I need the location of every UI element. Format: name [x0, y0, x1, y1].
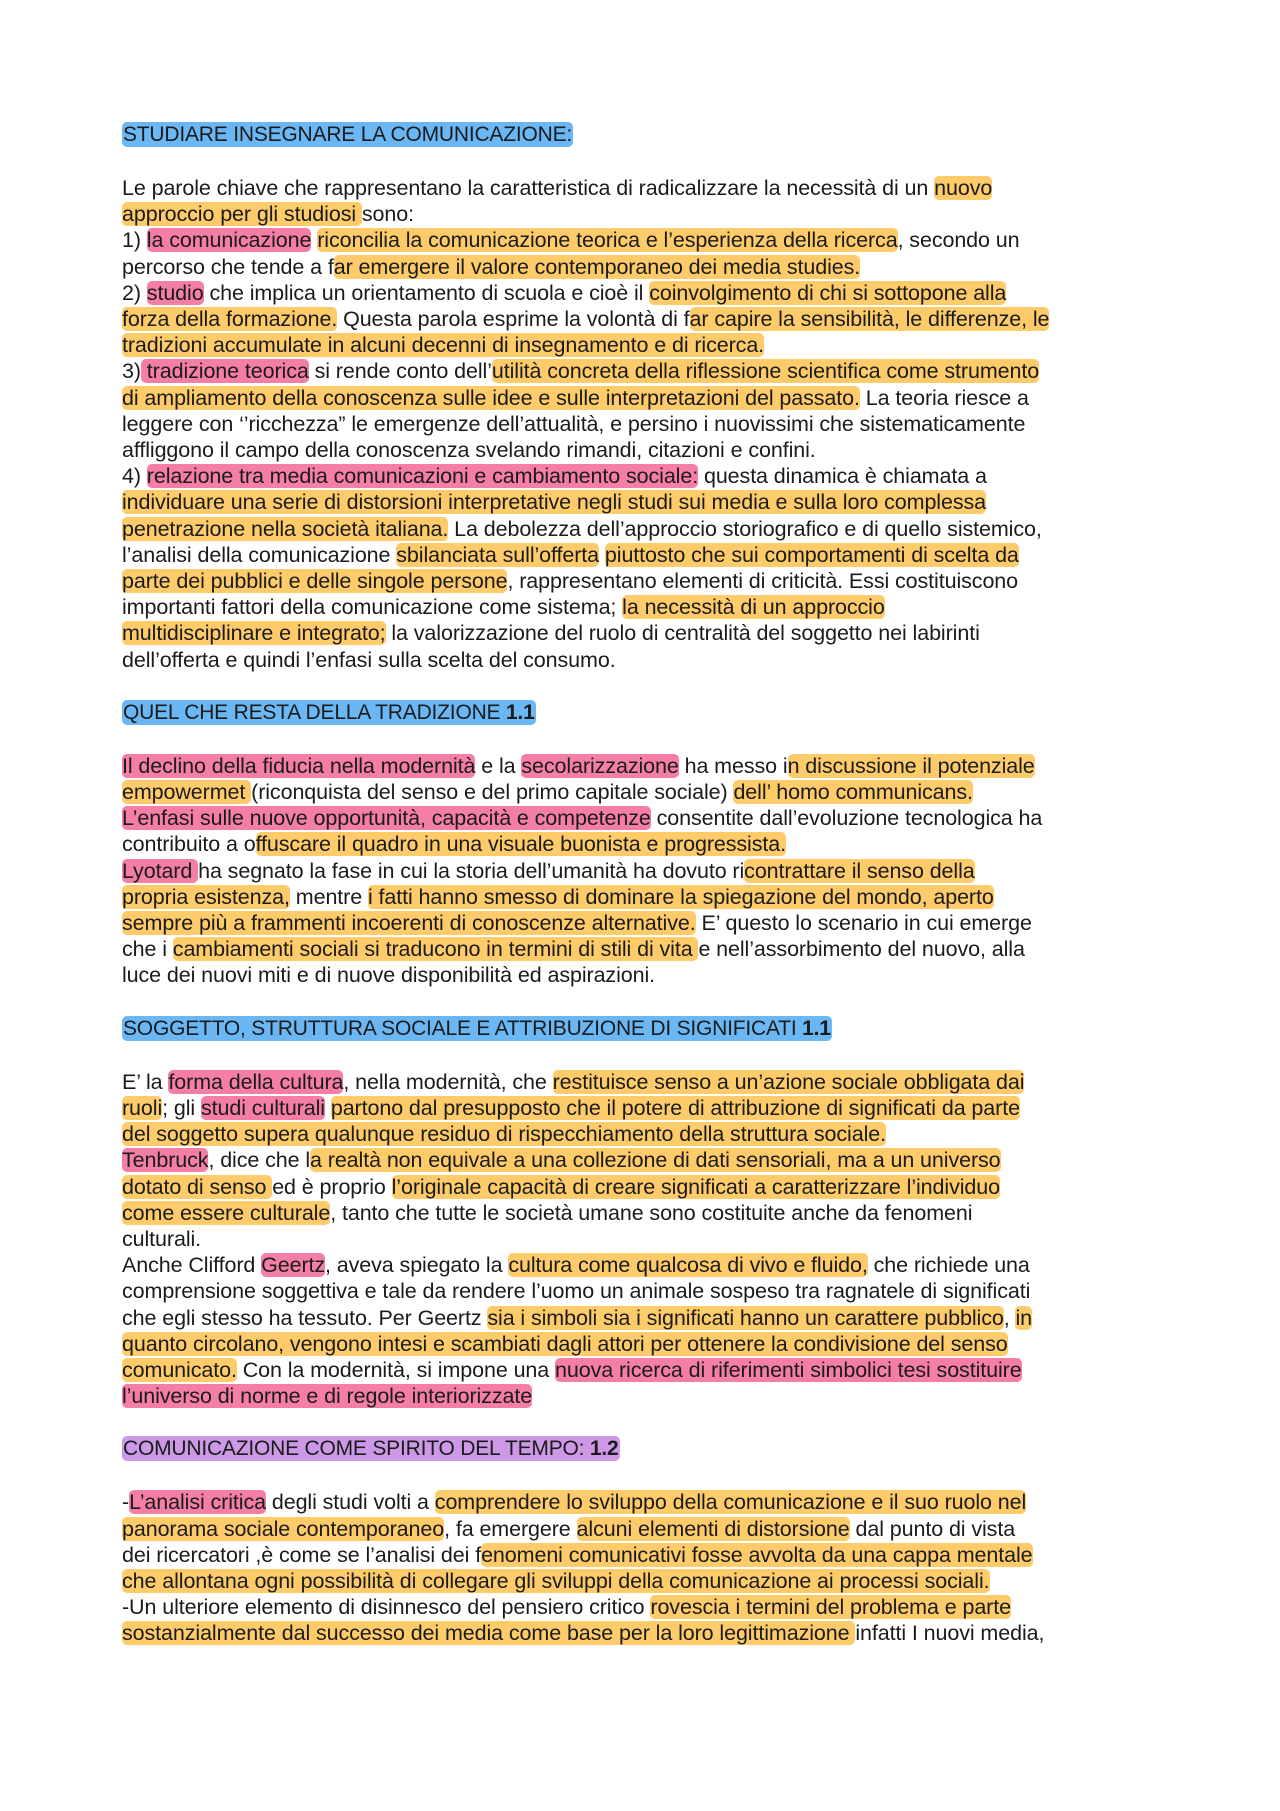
text-line: [122, 1278, 1180, 1304]
text-line: [122, 1620, 1180, 1646]
highlight-yellow: in: [1015, 1305, 1033, 1330]
highlight-pink: l’universo di norme e di regole interiorizzate: [122, 1384, 533, 1409]
text-line: [122, 1200, 1180, 1226]
text-line: [122, 1568, 1180, 1594]
highlight-yellow: l’originale capacità di creare significati a caratterizzare l’individuo: [391, 1174, 1000, 1199]
text-line: [122, 805, 1180, 831]
highlight-pink: nuova ricerca di riferimenti simbolici tesi sostituire: [555, 1357, 1022, 1382]
highlight-pink: L’enfasi sulle nuove opportunità, capacità e competenze: [122, 806, 651, 831]
document-section: [122, 700, 1180, 989]
highlight-yellow: restituisce senso a un’azione sociale obbligata dai: [552, 1069, 1025, 1094]
text-line: [122, 831, 1180, 857]
highlight-yellow: propria esistenza,: [122, 884, 290, 909]
section-heading: [122, 700, 1180, 726]
highlight-yellow: panorama sociale contemporaneo: [122, 1516, 445, 1541]
highlight-yellow: sostanzialmente dal successo dei media come base per la loro legittimazione: [122, 1621, 856, 1646]
document-section: [122, 122, 1180, 673]
highlight-yellow: dotato di senso: [122, 1174, 273, 1199]
highlight-yellow: piuttosto che sui comportamenti di scelta da: [604, 542, 1019, 567]
text-segment: La teoria riesce a: [859, 385, 1029, 410]
text-segment: , fa emergere: [444, 1516, 577, 1541]
text-segment: 1): [122, 228, 147, 253]
highlight-yellow: parte dei pubblici e delle singole persone: [122, 569, 508, 594]
text-segment: , rappresentano elementi di criticità. Essi costituiscono: [507, 569, 1019, 594]
text-segment: luce dei nuovi miti e di nuove disponibilità ed aspirazioni.: [122, 963, 656, 988]
highlight-yellow: comprendere lo sviluppo della comunicazione e il suo ruolo nel: [434, 1490, 1027, 1515]
highlight-yellow: sempre più a frammenti incoerenti di conoscenze alternative.: [122, 911, 696, 936]
text-segment: infatti I nuovi media,: [855, 1621, 1045, 1646]
section-heading-highlight: [122, 700, 536, 725]
text-segment: , dice che l: [208, 1148, 311, 1173]
highlight-yellow: contrattare il senso della: [744, 858, 975, 883]
text-line: [122, 884, 1180, 910]
text-segment: -Un ulteriore elemento di disinnesco del pensiero critico: [122, 1595, 651, 1620]
highlight-pink: la comunicazione: [146, 228, 312, 253]
text-segment: consentite dall’evoluzione tecnologica ha: [650, 806, 1043, 831]
text-segment: la valorizzazione del ruolo di centralità del soggetto nei labirinti: [385, 621, 980, 646]
text-segment: [325, 1096, 331, 1120]
text-line: [122, 1226, 1180, 1252]
highlight-yellow: forza della formazione.: [122, 307, 338, 332]
text-line: [122, 201, 1180, 227]
section-heading: [122, 122, 1180, 148]
text-segment: 4): [122, 464, 147, 489]
highlight-yellow: ar emergere il valore contemporaneo dei media studies.: [333, 254, 861, 279]
highlight-yellow: sbilanciata sull’offerta: [396, 542, 600, 567]
text-line: [122, 1594, 1180, 1620]
highlight-pink: tradizione teorica: [140, 359, 309, 384]
highlight-yellow: cultura come qualcosa di vivo e fluido,: [508, 1253, 868, 1278]
highlight-yellow: individuare una serie di distorsioni interpretative negli studi sui media e sulla loro complessa: [122, 490, 986, 515]
text-segment: , aveva spiegato la: [325, 1253, 509, 1278]
text-segment: Le parole chiave che rappresentano la caratteristica di radicalizzare la necessità di un: [122, 176, 935, 200]
text-segment: dal punto di vista: [849, 1516, 1016, 1541]
text-segment: dell’offerta e quindi l’enfasi sulla scelta del consumo.: [122, 647, 616, 672]
text-line: [122, 647, 1180, 673]
section-number: 1.2: [589, 1437, 619, 1461]
text-line: [122, 437, 1180, 463]
highlight-yellow: penetrazione nella società italiana.: [122, 516, 449, 541]
text-segment: Questa parola esprime la volontà di f: [337, 307, 690, 332]
text-segment: percorso che tende a f: [122, 254, 334, 279]
section-heading-highlight: [122, 122, 573, 147]
section-heading-text: QUEL CHE RESTA DELLA TRADIZIONE: [123, 700, 506, 724]
text-line: [122, 1095, 1180, 1121]
text-line: [122, 1489, 1180, 1515]
text-line: [122, 463, 1180, 489]
text-line: [122, 306, 1180, 332]
text-line: [122, 620, 1180, 646]
text-segment: che egli stesso ha tessuto. Per Geertz: [122, 1305, 488, 1330]
text-segment: ; gli: [162, 1095, 201, 1120]
highlight-yellow: come essere culturale: [122, 1200, 331, 1225]
highlight-yellow: a realtà non equivale a una collezione di dati sensoriali, ma a un universo: [310, 1148, 1001, 1173]
text-line: [122, 910, 1180, 936]
section-heading-text: COMUNICAZIONE COME SPIRITO DEL TEMPO:: [123, 1437, 590, 1461]
text-line: [122, 227, 1180, 253]
highlight-yellow: ar capire la sensibilità, le differenze, le: [689, 307, 1050, 332]
text-segment: che richiede una: [867, 1253, 1030, 1278]
text-line: [122, 1252, 1180, 1278]
text-line: [122, 594, 1180, 620]
highlight-yellow: rovescia i termini del problema e parte: [650, 1595, 1011, 1620]
document-section: [122, 1436, 1180, 1646]
highlight-pink: Tenbruck: [122, 1148, 209, 1173]
text-line: [122, 753, 1180, 779]
text-segment: ha segnato la fase in cui la storia dell’umanità ha dovuto ri: [198, 858, 745, 883]
text-segment: -: [122, 1490, 130, 1515]
text-line: [122, 254, 1180, 280]
text-segment: ,: [1003, 1305, 1016, 1330]
highlight-pink: Lyotard: [122, 858, 199, 883]
highlight-yellow: cambiamenti sociali si traducono in termini di stili di vita: [172, 937, 699, 962]
section-heading-text: SOGGETTO, STRUTTURA SOCIALE E ATTRIBUZIONE DI SIGNIFICATI: [123, 1016, 803, 1040]
highlight-yellow: del soggetto supera qualunque residuo di rispecchiamento della struttura sociale.: [122, 1122, 886, 1147]
text-segment: ed è proprio: [272, 1174, 392, 1199]
highlight-yellow: la necessità di un approccio: [622, 595, 885, 620]
text-line: [122, 1383, 1180, 1409]
text-segment: , tanto che tutte le società umane sono costituite anche da fenomeni: [330, 1200, 973, 1225]
highlight-yellow: enomeni comunicativi fosse avvolta da una cappa mentale: [481, 1542, 1033, 1567]
highlight-yellow: riconcilia la comunicazione teorica e l’esperienza della ricerca: [317, 228, 898, 253]
text-line: [122, 411, 1180, 437]
text-segment: sono:: [361, 202, 415, 227]
section-paragraph: [122, 175, 1180, 673]
document-body: [122, 122, 1180, 1647]
text-segment: 3): [122, 359, 141, 384]
text-segment: e nell’assorbimento del nuovo, alla: [698, 937, 1025, 962]
highlight-yellow: multidisciplinare e integrato;: [122, 621, 386, 646]
text-segment: l’analisi della comunicazione: [122, 542, 397, 567]
text-line: [122, 1147, 1180, 1173]
highlight-yellow: nuovo: [934, 176, 993, 200]
highlight-yellow: alcuni elementi di distorsione: [576, 1516, 850, 1541]
text-line: [122, 962, 1180, 988]
section-number: 1.1: [802, 1016, 831, 1040]
text-segment: La debolezza dell’approccio storiografico e di quello sistemico,: [448, 516, 1042, 541]
text-segment: che i: [122, 937, 173, 962]
text-line: [122, 385, 1180, 411]
text-segment: Anche Clifford: [122, 1253, 262, 1278]
text-line: [122, 175, 1180, 201]
text-segment: degli studi volti a: [265, 1490, 435, 1515]
text-line: [122, 936, 1180, 962]
highlight-yellow: partono dal presupposto che il potere di attribuzione di significati da parte: [330, 1095, 1020, 1120]
text-segment: mentre: [289, 884, 368, 909]
text-line: [122, 1121, 1180, 1147]
text-segment: affliggono il campo della conoscenza svelando rimandi, citazioni e confini.: [122, 438, 816, 463]
highlight-yellow: i fatti hanno smesso di dominare la spiegazione del mondo, aperto: [367, 884, 994, 909]
text-segment: , secondo un: [897, 228, 1020, 253]
text-line: [122, 1357, 1180, 1383]
text-line: [122, 1069, 1180, 1095]
text-segment: ha messo i: [678, 753, 788, 778]
section-paragraph: [122, 1489, 1180, 1646]
text-segment: e la: [475, 753, 522, 778]
highlight-yellow: n discussione il potenziale: [787, 753, 1035, 778]
text-segment: si rende conto dell’: [308, 359, 492, 384]
highlight-yellow: quanto circolano, vengono intesi e scambiati dagli attori per ottenere la condivisione del senso: [122, 1331, 1008, 1356]
text-line: [122, 332, 1180, 358]
highlight-yellow: comunicato.: [122, 1357, 237, 1382]
section-paragraph: [122, 1069, 1180, 1410]
text-line: [122, 489, 1180, 515]
highlight-yellow: dell’ homo communicans.: [733, 780, 973, 805]
highlight-yellow: coinvolgimento di chi si sottopone alla: [649, 280, 1007, 305]
highlight-yellow: ffuscare il quadro in una visuale buonista e progressista.: [255, 832, 786, 857]
highlight-yellow: empowermet: [122, 780, 252, 805]
text-segment: che implica un orientamento di scuola e cioè il: [203, 280, 650, 305]
text-line: [122, 1331, 1180, 1357]
highlight-pink: secolarizzazione: [521, 753, 679, 778]
section-heading-highlight: [122, 1436, 620, 1461]
text-segment: Con la modernità, si impone una: [236, 1357, 556, 1382]
text-line: [122, 516, 1180, 542]
text-line: [122, 1174, 1180, 1200]
text-line: [122, 280, 1180, 306]
highlight-yellow: sia i simboli sia i significati hanno un carattere pubblico: [487, 1305, 1004, 1330]
section-number: 1.1: [505, 700, 535, 724]
section-paragraph: [122, 753, 1180, 989]
highlight-yellow: che allontana ogni possibilità di collegare gli sviluppi della comunicazione ai processi sociali.: [122, 1568, 990, 1593]
section-heading: [122, 1436, 1180, 1462]
text-segment: E’ questo lo scenario in cui emerge: [695, 911, 1032, 936]
text-segment: comprensione soggettiva e tale da rendere l’uomo un animale sospeso tra ragnatele di significati: [122, 1279, 1031, 1304]
text-line: [122, 568, 1180, 594]
highlight-yellow: approccio per gli studiosi: [122, 202, 362, 227]
text-segment: , nella modernità, che: [343, 1069, 553, 1094]
section-heading-highlight: [122, 1016, 832, 1041]
text-line: [122, 858, 1180, 884]
section-heading: [122, 1016, 1180, 1042]
text-segment: importanti fattori della comunicazione come sistema;: [122, 595, 623, 620]
highlight-pink: Geertz: [261, 1253, 326, 1278]
text-line: [122, 542, 1180, 568]
highlight-yellow: ruoli: [122, 1095, 163, 1120]
text-line: [122, 1542, 1180, 1568]
highlight-yellow: di ampliamento della conoscenza sulle idee e sulle interpretazioni del passato.: [122, 385, 860, 410]
highlight-pink: studio: [146, 280, 204, 305]
text-line: [122, 1516, 1180, 1542]
text-line: [122, 779, 1180, 805]
highlight-pink: forma della cultura: [168, 1069, 344, 1094]
highlight-pink: studi culturali: [200, 1095, 325, 1120]
text-segment: culturali.: [122, 1226, 202, 1251]
text-segment: dei ricercatori ,è come se l’analisi dei f: [122, 1542, 482, 1567]
text-segment: 2): [122, 280, 147, 305]
document-section: [122, 1016, 1180, 1410]
text-line: [122, 1305, 1180, 1331]
text-line: [122, 358, 1180, 384]
highlight-yellow: utilità concreta della riflessione scientifica come strumento: [491, 359, 1040, 384]
highlight-yellow: tradizioni accumulate in alcuni decenni di insegnamento e di ricerca.: [122, 333, 765, 358]
highlight-pink: relazione tra media comunicazioni e cambiamento sociale:: [146, 464, 699, 489]
highlight-pink: L’analisi critica: [129, 1490, 266, 1515]
text-segment: (riconquista del senso e del primo capitale sociale): [251, 780, 734, 805]
text-segment: leggere con ‘’ricchezza” le emergenze dell’attualità, e persino i nuovissimi che sistematicamente: [122, 411, 1026, 436]
text-segment: contribuito a o: [122, 832, 256, 857]
highlight-pink: Il declino della fiducia nella modernità: [122, 753, 476, 778]
text-segment: questa dinamica è chiamata a: [698, 464, 987, 489]
text-segment: E’ la: [122, 1069, 169, 1094]
section-heading-text: STUDIARE INSEGNARE LA COMUNICAZIONE:: [123, 123, 573, 146]
